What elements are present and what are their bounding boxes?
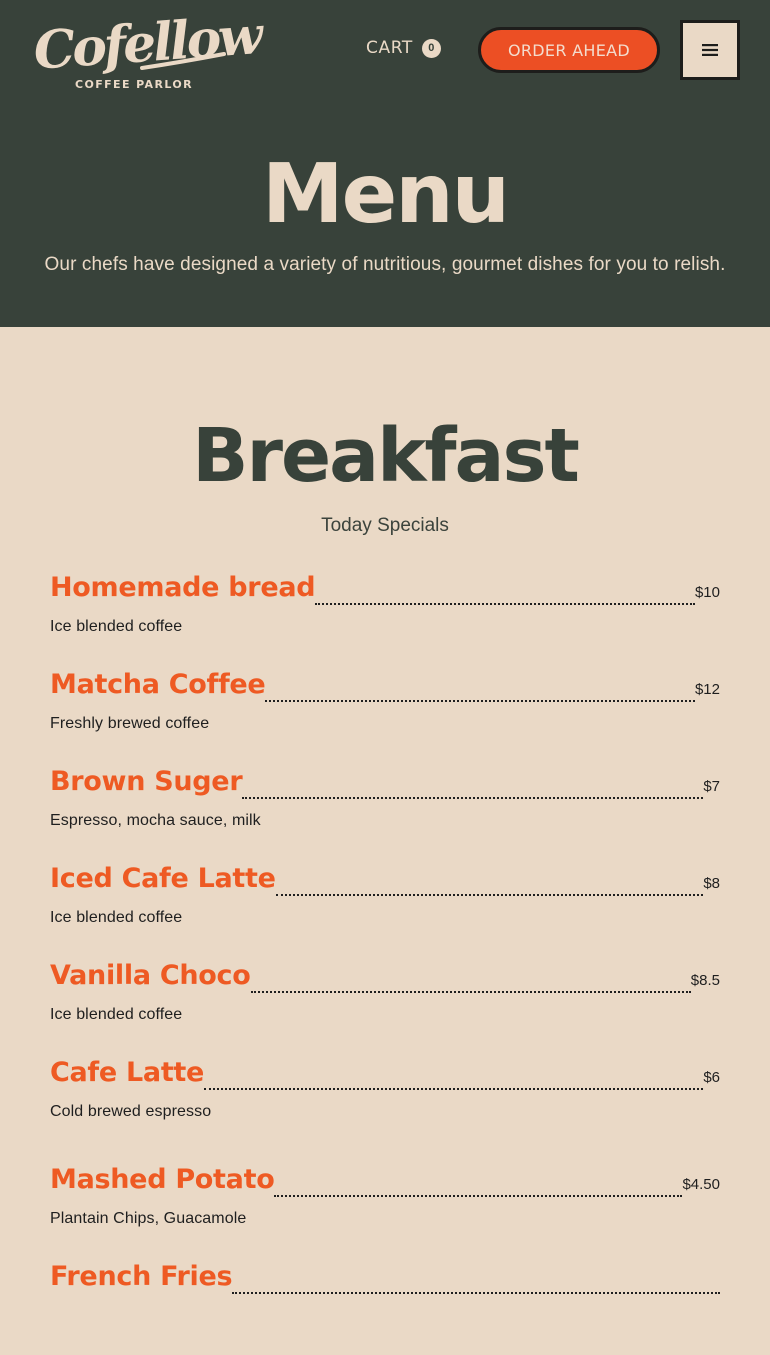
item-price: $4.50 [682,1176,720,1193]
menu-item-list [50,569,720,1355]
item-price: $12 [694,681,720,698]
dotted-leader [265,700,695,702]
dotted-leader [204,1088,703,1090]
item-name: French Fries [50,1261,233,1292]
item-name: Vanilla Choco [50,960,251,991]
menu-item [50,1054,720,1161]
menu-item [50,1258,720,1355]
page-subtitle: Our chefs have designed a variety of nutritious, gourmet dishes for you to relish. [44,254,726,275]
svg-text:Cofellow: Cofellow [31,5,262,82]
item-name: Brown Suger [50,766,243,797]
site-header [0,0,770,327]
menu-item [50,1161,720,1258]
cart-count-badge: 0 [422,39,441,58]
menu-item [50,666,720,763]
logo-wordmark-icon [31,5,262,82]
menu-item [50,569,720,666]
item-name: Iced Cafe Latte [50,863,276,894]
section-title: Breakfast [192,413,578,499]
item-description: Freshly brewed coffee [50,715,210,732]
item-description: Cold brewed espresso [50,1103,212,1120]
page-title: Menu [262,147,508,242]
dotted-leader [232,1292,720,1294]
item-name: Homemade bread [50,572,316,603]
dotted-leader [251,991,691,993]
item-description: Ice blended coffee [50,618,183,635]
item-name: Cafe Latte [50,1057,205,1088]
hamburger-icon [702,43,718,57]
item-name: Mashed Potato [50,1164,275,1195]
menu-toggle-button[interactable] [680,20,740,80]
cart-label: CART [366,38,413,58]
item-description: Ice blended coffee [50,1006,183,1023]
item-price: $6 [703,1069,720,1086]
menu-item [50,860,720,957]
item-price: $10 [694,584,720,601]
logo-tagline: COFFEE PARLOR [75,78,193,91]
dotted-leader [315,603,695,605]
item-price: $8.5 [690,972,720,989]
item-price: $8 [703,875,720,892]
item-description: Espresso, mocha sauce, milk [50,812,261,829]
menu-item [50,957,720,1054]
brand-logo[interactable] [31,5,262,92]
cart-link[interactable] [366,38,441,58]
item-name: Matcha Coffee [50,669,266,700]
order-ahead-button[interactable]: ORDER AHEAD [478,27,660,73]
dotted-leader [276,894,704,896]
item-price: $7 [703,778,720,795]
item-description: Ice blended coffee [50,909,183,926]
menu-section [0,327,770,1292]
item-description: Plantain Chips, Guacamole [50,1210,247,1227]
section-subtitle: Today Specials [321,515,449,536]
dotted-leader [274,1195,682,1197]
dotted-leader [242,797,703,799]
menu-item [50,763,720,860]
